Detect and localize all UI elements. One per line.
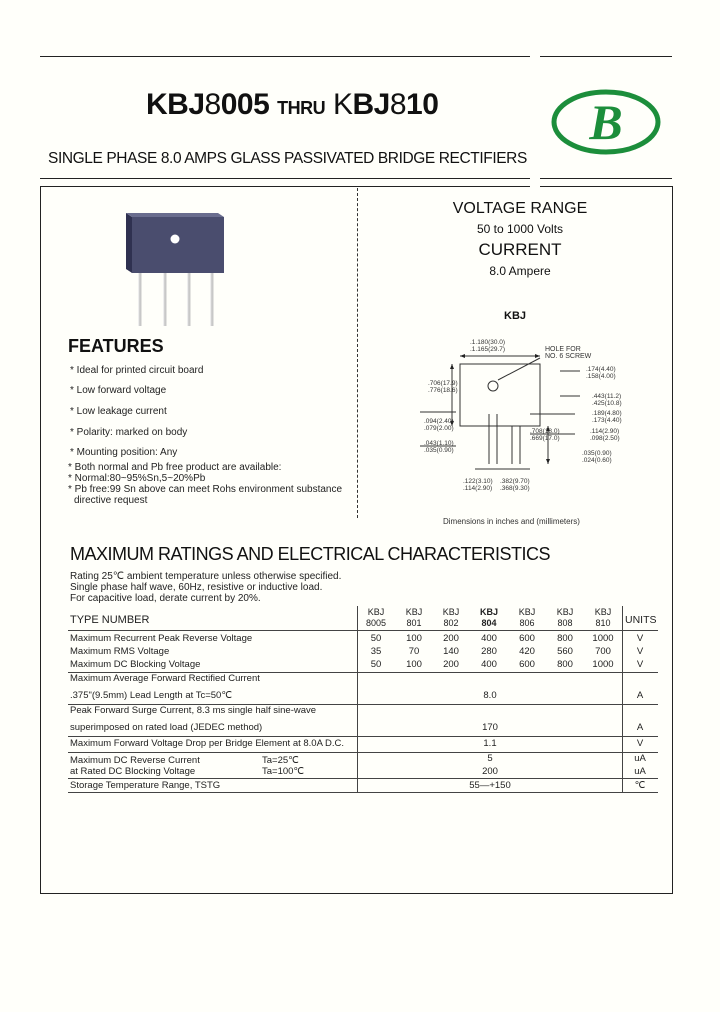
row-value: 800 [557,633,573,644]
row-unit: uA [634,753,646,764]
dim-right-d [590,428,620,442]
row-value: 200 [443,633,459,644]
row-label: Maximum Forward Voltage Drop per Bridge Element at 8.0A D.C. [70,738,345,749]
box-left [40,186,41,894]
dim-label: .079(2.00) [424,425,454,432]
row-value: 35 [370,646,382,657]
col-header-line: KBJ [479,607,498,617]
bridge-rectifier-image [120,205,230,330]
row-label: superimposed on rated load (JEDEC method) [70,722,263,733]
col-header [399,607,429,629]
dim-label: .158(4.00) [586,373,616,380]
table-rule [68,792,658,793]
hole-note [545,346,591,360]
box-top-left [40,186,530,187]
row-value: 8.0 [483,690,497,701]
dim-label: .035(0.90) [582,450,612,457]
col-header-line: KBJ [594,607,612,617]
feature-item: * Normal:80~95%Sn,5~20%Pb [68,473,206,484]
row-value: 1.1 [483,738,497,749]
current-value: 8.0 Ampere [489,264,551,278]
row-label: Maximum RMS Voltage [70,646,170,657]
col-header-line: 802 [443,618,459,628]
row-value: 70 [408,646,420,657]
col-header-line: 8005 [365,618,387,628]
feature-item: * Mounting position: Any [70,447,178,458]
col-header-line: 804 [481,618,497,628]
dim-label: .1.180(30.0) [470,339,506,346]
page-title [146,88,438,122]
title-part: 8 [389,88,407,121]
header-rule-right [540,178,672,179]
package-label: KBJ [504,310,527,322]
dim-label: .122(3.10) [463,478,493,485]
feature-item: * Both normal and Pb free product are available: [68,462,282,473]
header-rule-left [40,178,530,179]
feature-item: * Ideal for printed circuit board [70,365,204,376]
row-unit: A [636,722,644,733]
row-value: 55—+150 [469,780,511,791]
drawing-caption: Dimensions in inches and (millimeters) [443,517,580,526]
feature-item: * Low forward voltage [70,385,167,396]
dim-label: .098(2.50) [590,435,620,442]
row-label: Maximum DC Reverse Current [70,755,200,766]
voltage-range-value: 50 to 1000 Volts [476,222,564,236]
feature-item: * Pb free:99 Sn above can meet Rohs environment substance [68,484,343,495]
dim-label: .043(1.10) [424,440,454,447]
dim-label: .114(2.90) [590,428,620,435]
dim-label: .425(10.8) [592,400,622,407]
row-value: 700 [595,646,611,657]
row-unit: V [636,738,644,749]
feature-item: * Low leakage current [70,406,167,417]
dim-right-a [586,366,616,380]
table-rule [68,630,658,631]
col-header-line: KBJ [367,607,385,617]
col-header-line: 806 [519,618,535,628]
col-header-line: 810 [595,618,611,628]
row-value: 50 [370,633,382,644]
title-part: KBJ [146,88,205,121]
col-header [361,607,391,629]
dim-label: .368(9.30) [500,485,530,492]
row-condition: Ta=100℃ [262,766,305,777]
hole-note-line: HOLE FOR [545,346,581,353]
dim-label: .173(4.40) [592,417,622,424]
row-value: 200 [482,766,498,777]
logo-letter: B [589,94,623,150]
row-label: Maximum DC Blocking Voltage [70,659,201,670]
dim-label: .024(0.60) [582,457,612,464]
voltage-range-label: VOLTAGE RANGE [452,200,588,217]
col-header [550,607,580,629]
row-label: .375"(9.5mm) Lead Length at Tc=50℃ [70,690,233,701]
top-rule-left [40,56,530,57]
row-value: 560 [557,646,573,657]
row-unit: ℃ [634,780,646,791]
feature-item: * Polarity: marked on body [70,427,188,438]
row-value: 140 [443,646,459,657]
col-header [436,607,466,629]
row-value: 5 [487,753,493,764]
title-part: 8 [204,88,221,121]
row-label: at Rated DC Blocking Voltage [70,766,196,777]
title-part: BJ [352,88,390,121]
dim-label: .114(2.90) [463,485,493,492]
row-value: 600 [519,633,535,644]
row-unit: V [636,659,644,670]
dim-label: .1.165(29.7) [470,346,506,353]
row-value: 100 [406,633,422,644]
dim-label: .706(17.9) [428,380,458,387]
table-rule [68,778,658,779]
row-value: 200 [443,659,459,670]
row-label: Storage Temperature Range, TSTG [70,780,221,791]
row-unit: A [636,690,644,701]
dim-label: .708(18.0) [530,428,560,435]
row-label: Peak Forward Surge Current, 8.3 ms single half sine-wave [70,705,317,716]
dim-mid [530,428,560,442]
col-header [512,607,542,629]
col-header-line: KBJ [518,607,536,617]
row-value: 280 [481,646,497,657]
dim-right-c [592,410,622,424]
row-value: 400 [481,659,497,670]
row-value: 600 [519,659,535,670]
row-value: 400 [481,633,497,644]
row-condition: Ta=25℃ [262,755,299,766]
hole-note-line: NO. 6 SCREW [545,353,592,360]
dim-label: .035(0.90) [424,447,454,454]
dim-bottom [463,478,493,492]
col-header-line: KBJ [442,607,460,617]
units-label: UNITS [625,614,657,626]
row-unit: V [636,646,644,657]
title-part: 005 [220,88,270,121]
row-value: 420 [519,646,535,657]
col-header [474,607,504,629]
dim-bottom-b [500,478,530,492]
row-value: 1000 [592,659,614,670]
table-rule [68,736,658,737]
features-title: FEATURES [68,336,164,356]
row-label: Maximum Average Forward Rectified Current [70,673,260,684]
dim-top-width [470,339,505,353]
dim-left-a [424,418,454,432]
current-label: CURRENT [478,240,562,259]
dim-label: .189(4.80) [592,410,622,417]
box-right [672,186,673,894]
col-header-line: KBJ [405,607,423,617]
feature-item: directive request [74,495,148,506]
col-header-line: 808 [557,618,573,628]
row-unit: uA [634,766,646,777]
dim-label: .382(9.70) [500,478,530,485]
brand-logo [550,88,662,156]
panel-divider [357,188,358,518]
dim-height [428,380,458,394]
row-label: Maximum Recurrent Peak Reverse Voltage [70,633,253,644]
ratings-title: MAXIMUM RATINGS AND ELECTRICAL CHARACTERISTICS [70,544,551,564]
ratings-note: Single phase half wave, 60Hz, resistive or inductive load. [70,582,323,593]
box-top-right [540,186,672,187]
row-value: 50 [370,659,382,670]
subtitle: SINGLE PHASE 8.0 AMPS GLASS PASSIVATED BRIDGE RECTIFIERS [48,150,527,167]
type-number-label: TYPE NUMBER [70,614,150,626]
row-value: 170 [482,722,498,733]
title-thru: THRU [277,98,326,118]
dim-left-b [424,440,454,454]
dim-right-e [582,450,612,464]
box-bottom [40,893,673,894]
dim-label: .443(11.2) [592,393,622,400]
col-header [588,607,618,629]
dim-label: .776(18.6) [428,387,458,394]
row-value: 1000 [592,633,614,644]
dim-right-b [592,393,622,407]
row-unit: V [636,633,644,644]
title-part: 10 [406,88,439,121]
top-rule-right [540,56,672,57]
row-value: 800 [557,659,573,670]
dim-label: .174(4.40) [586,366,616,373]
title-part: K [332,88,353,121]
row-value: 100 [406,659,422,670]
dim-label: .094(2.40) [424,418,454,425]
dim-label: .669(17.0) [530,435,560,442]
col-header-line: 801 [406,618,422,628]
col-header-line: KBJ [556,607,574,617]
ratings-note: Rating 25℃ ambient temperature unless otherwise specified. [70,571,342,582]
ratings-note: For capacitive load, derate current by 20%. [70,593,261,604]
